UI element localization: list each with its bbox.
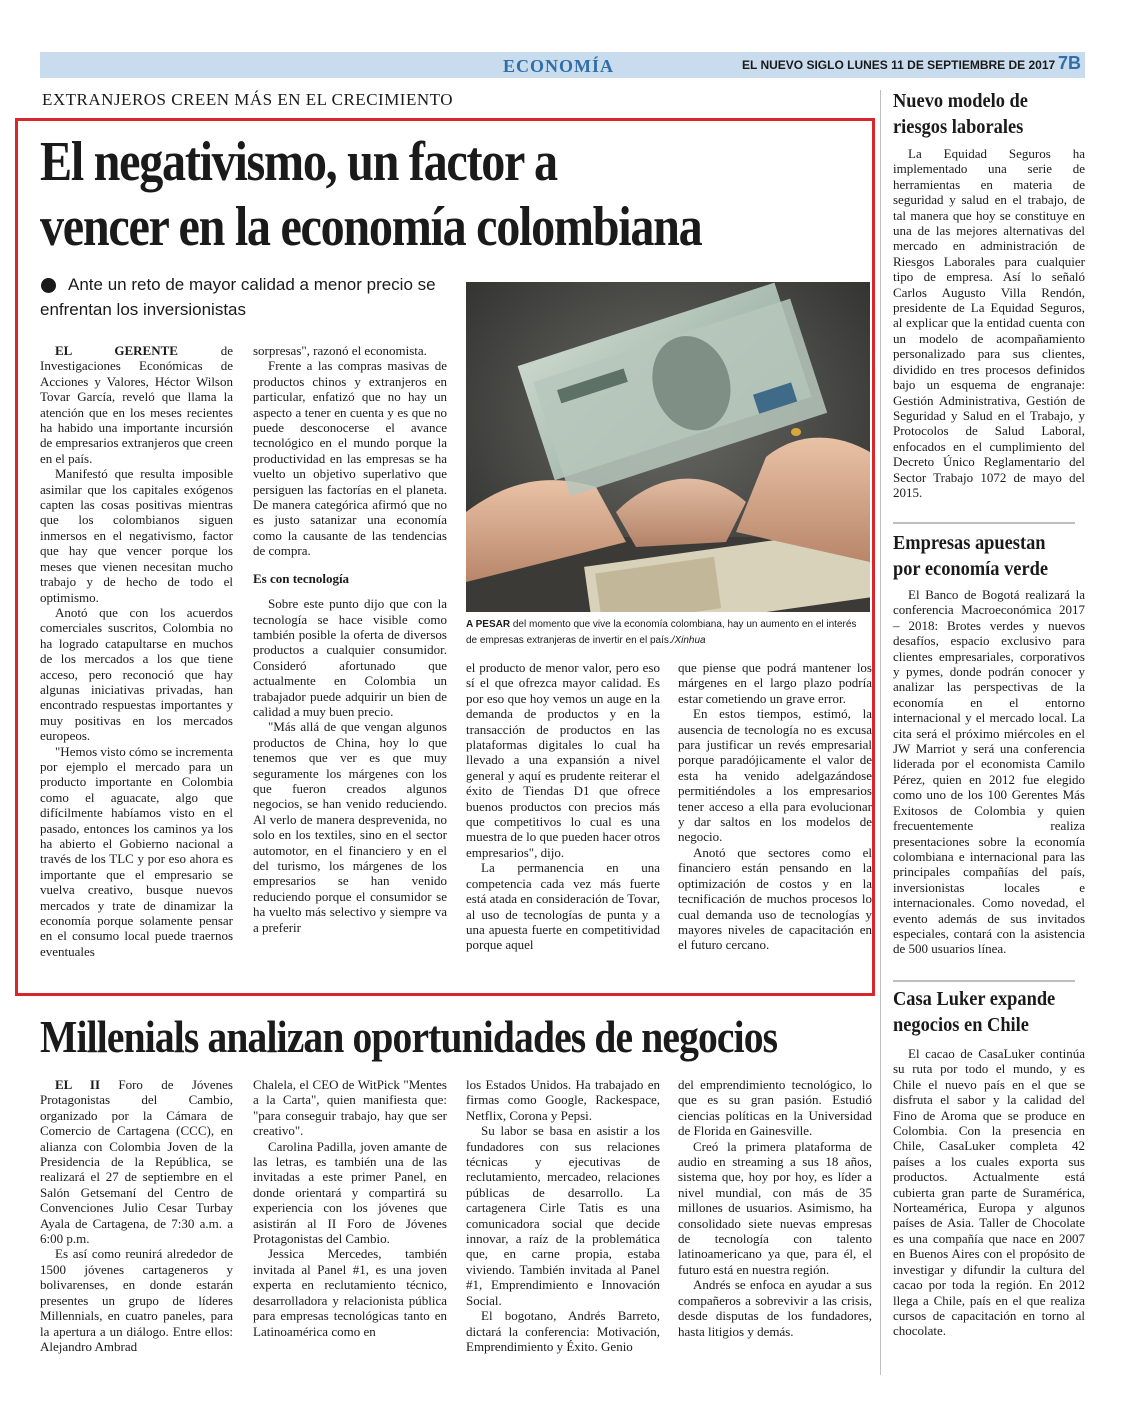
section-name: ECONOMÍA: [503, 56, 614, 76]
sidebar-title: Casa Luker expande negocios en Chile: [893, 988, 1056, 1036]
second-column-2: [253, 1077, 447, 1339]
second-column-1: [40, 1077, 233, 1354]
lead-word: EL II: [55, 1077, 101, 1092]
main-column-3: [466, 660, 660, 953]
paragraph: el producto de menor valor, pero eso sí el que ofrezca mayor calidad. Es por eso que hoy vemos un auge en la demanda de productos y en la transacción de productos en las plataformas digitales lo cual ha llevado a una expansión a nivel general y aquí es prudente reiterar el éxito de Tiendas D1 que ofrece buenos productos con precios más que competitivos lo cual es una muestra de lo que pueden hacer otros empresarios", dijo.: [466, 660, 660, 860]
main-headline: [40, 130, 754, 260]
caption-lead: A PESAR: [466, 619, 511, 630]
page-number: 7B: [1058, 53, 1082, 73]
paragraph: los Estados Unidos. Ha trabajado en firmas como Google, Rackespace, Netflix, Corona y Pepsi.: [466, 1077, 660, 1123]
sidebar-brief: [893, 1046, 1085, 1339]
issue-info: EL NUEVO SIGLO LUNES 11 DE SEPTIEMBRE DE 2017: [742, 58, 1056, 72]
hands-counting-dollars-image: [466, 282, 870, 612]
subhead: Es con tecnología: [253, 570, 350, 586]
paragraph: Frente a las compras masivas de productos chinos y extranjeros en particular, enfatizó que no hay un aspecto a tener en cuenta y es que no puede desconocerse el avance tecnológico en el mundo porque la productividad en las empresas se ha vuelto un objetivo superlativo que persiguen las factorías en el planeta. De manera categórica afirmó que no es justo satanizar una economía como la causante de las tendencias de compra.: [253, 358, 447, 559]
sidebar-title: Empresas apuestan por economía verde: [893, 532, 1049, 580]
photo-caption: [466, 617, 870, 649]
paragraph: El bogotano, Andrés Barreto, dictará la conferencia: Motivación, Emprendimiento y Éxito. Genio: [466, 1308, 660, 1354]
paragraph: La permanencia en una competencia cada vez más fuerte está atada en consideración de Tovar, al uso de tecnologías de punta y a una apuesta fuerte en competitividad porque aquel: [466, 860, 660, 953]
paragraph: En estos tiempos, estimó, la ausencia de tecnología no es excusa para justificar un revés empresarial porque paradójicamente el valor de esta ha venido adelgazándose permitiéndoles a los empresarios tener acceso a ella para evolucionar y dar saltos en los modelos de negocio.: [678, 706, 872, 845]
paragraph: Carolina Padilla, joven amante de las letras, es también una de las invitadas a este primer Panel, en donde orientará y compartirá su experiencia con los jóvenes que asistirán al II Foro de Jóvenes Protagonistas del Cambio.: [253, 1138, 447, 1247]
main-headline-line-2: vencer en la economía colombiana: [40, 196, 702, 258]
paragraph: Es así como reunirá alrededor de 1500 jóvenes cartageneros y bolivarenses, en donde estarán presentes un grupo de líderes Millennials, en cuatro paneles, para la apertura a un diálogo. Entre ellos: Alejandro Ambrad: [40, 1246, 233, 1354]
main-column-1: [40, 343, 233, 959]
paragraph: Sobre este punto dijo que con la tecnología se hace visible como también posible la oferta de diversos productos a cualquier consumidor. Consideró afortunado que actualmente en Colombia un trabajador puede adquirir un bien de calidad a muy buen precio.: [253, 596, 447, 719]
sidebar-title: Nuevo modelo de riesgos laborales: [893, 90, 1028, 138]
paragraph: sorpresas", razonó el economista.: [253, 343, 427, 358]
second-column-3: [466, 1077, 660, 1354]
sidebar-separator: [893, 980, 1075, 982]
sidebar-brief: [893, 146, 1085, 500]
sidebar-separator: [893, 522, 1075, 524]
paragraph: Chalela, el CEO de WitPick "Mentes a la Carta", quien manifiesta que: "para conseguir trabajo, hay que ser creativo".: [253, 1077, 447, 1139]
paragraph: "Más allá de que vengan algunos productos de China, hoy lo que tenemos que ver es que muy seguramente los márgenes con los que fueron creados algunos negocios, se han venido reduciendo. Al verlo de manera desprevenida, no solo en los textiles, sino en el sector automotor, en el financiero y en el del turismo, los márgenes de los empresarios se han venido reduciendo porque el consumidor se ha vuelto más selectivo y siempre va a preferir: [253, 719, 447, 935]
article-kicker: EXTRANJEROS CREEN MÁS EN EL CRECIMIENTO: [42, 90, 453, 109]
paragraph: Su labor se basa en asistir a los fundadores con sus relaciones técnicas y ejecutivas de reclutamiento, mercadeo, relaciones públicas de desarrollo. La cartagenera Cirle Tatis es una comunicadora social que decide innovar, a raíz de la problemática que, en carne propia, estaba viviendo. También invitada al Panel #1, Emprendimiento e Innovación Social.: [466, 1123, 660, 1308]
money-photo: [466, 282, 870, 612]
paragraph: La Equidad Seguros ha implementado una serie de herramientas en materia de seguridad y salud en el trabajo, de tal manera que hoy se constituye en una de las mejores alternativas del mercado en administración de Riesgos Laborales para cualquier tipo de empresa. Así lo señaló Carlos Augusto Villa Rendón, presidente de La Equidad Seguros, al explicar que la entidad cuenta con un modelo de acompañamiento personalizado para sus clientes, dividido en tres procesos definidos bajo un esquema de engranaje: Gestión Administrativa, Gestión de Seguridad y Salud en el Trabajo, y Protocolos de Salud Laboral, enfocados en el cumplimiento del Decreto Único Reglamentario del Sector Trabajo 1072 de mayo del 2015.: [893, 146, 1085, 500]
paragraph: Jessica Mercedes, también invitada al Panel #1, es una joven experta en reclutamiento técnico, desarrolladora y relacionista pública para empresas tecnológicas tanto en Latinoamérica como en: [253, 1246, 447, 1339]
paragraph: El cacao de CasaLuker continúa su ruta por todo el mundo, y es Chile el nuevo país en el que se disfruta el sabor y la calidad del Fino de Aroma que se produce en Colombia. Con la presencia en Chile, CasaLuker completa 42 países a los cuales exporta sus productos. Actualmente está cubierta gran parte de Suramérica, Norteamérica, Europa y algunos países de Asia. Taller de Chocolate es una compañía que nace en 2007 en Buenos Aires con el propósito de investigar y difundir la cultura del cacao por toda la región. En 2012 llega a Chile, país en el que realiza cursos de capacitación en torno al chocolate.: [893, 1046, 1085, 1339]
second-column-4: [678, 1077, 872, 1339]
paragraph: "Hemos visto cómo se incrementa por ejemplo el mercado para un producto importante en Colombia como el aguacate, algo que difícilmente habíamos visto en el pasado, entonces los caminos ya los ha abierto el Gobierno nacional a través de los TLC y por eso ahora es importante que el empresario se vuelva creativo, busque nuevos mercados y trate de dinamizar la economía porque solamente pensar en el consumo local puede traernos eventuales: [40, 743, 233, 959]
sidebar-divider: [880, 90, 881, 1375]
caption-text: del momento que vive la economía colombiana, hay un aumento en el interés de empresas extranjeras de invertir en el país.: [466, 619, 857, 646]
paragraph: El Banco de Bogotá realizará la conferencia Macroeconómica 2017 – 2018: Brotes verdes y nuevos desafíos, espacio exclusivo para clientes empresariales, corporativos y pymes, donde podrán conocer y analizar las perspectivas de la economía en el entorno internacional y el mercado local. La cita será el próximo miércoles en el JW Marriot y será una conferencia liderada por el economista Camilo Pérez, quien en 2012 fue elegido como uno de los 100 Gerentes Más Exitosos de Colombia y quien frecuentemente realiza presentaciones sobre la economía colombiana e internacional para las principales compañías del país, inversionistas locales e internacionales. Como novedad, el evento además de sus invitados especiales, contará con la asistencia de 500 usuarios línea.: [893, 587, 1085, 957]
sidebar-brief: [893, 587, 1085, 957]
paragraph: Andrés se enfoca en ayudar a sus compañeros a sobrevivir a las crisis, desde disputas de los fundadores, hasta litigios y demás.: [678, 1277, 872, 1339]
lead-word: EL GERENTE: [55, 343, 178, 358]
second-headline: Millenials analizan oportunidades de negocios: [40, 1011, 778, 1062]
paragraph: que piense que podrá mantener los márgenes en el largo plazo podría estar cometiendo un grave error.: [678, 660, 872, 706]
paragraph: del emprendimiento tecnológico, lo que es su gran pasión. Estudió ciencias políticas en la Universidad de Florida en Gainesville.: [678, 1077, 872, 1139]
paragraph: Creó la primera plataforma de audio en streaming a sus 18 años, sistema que, hoy por hoy, es líder a nivel mundial, con más de 35 millones de usuarios. Asimismo, ha consolidado siete nuevas empresas de tecnología con talento latinoamericano ya que, para él, el futuro está en nuestra región.: [678, 1138, 872, 1277]
paragraph: Anotó que sectores como el financiero están pensando en la optimización de costos y en la tecnificación de muchos procesos lo cual demanda uso de tecnologías y mayores niveles de capacitación en el futuro cercano.: [678, 844, 872, 953]
caption-credit: /Xinhua: [671, 635, 706, 646]
main-headline-line-1: El negativismo, un factor a: [40, 131, 557, 193]
paragraph: Manifestó que resulta imposible asimilar que los capitales exógenos capten las cosas positivas mientras que los colombianos siguen inmersos en el negativismo, factor que hay que vencer porque los meses que vienen necesitan mucho trabajo y de hecho de todo el optimismo.: [40, 466, 233, 605]
main-column-4: [678, 660, 872, 953]
main-column-2: [253, 343, 447, 935]
paragraph: Anotó que con los acuerdos comerciales suscritos, Colombia no ha logrado catapultarse en muchos de los mercados a los que tiene acceso, pero reconoció que hay algunas iniciativas privadas, han encontrado respuestas importantes y muy positivas en los mercados europeos.: [40, 604, 233, 744]
paragraph: de Investigaciones Económicas de Acciones y Valores, Héctor Wilson Tovar García, reveló que llama la atención que en los meses recientes ha habido una importante incursión de empresarios extranjeros que creen en el país.: [40, 343, 233, 466]
paragraph: Foro de Jóvenes Protagonistas del Cambio, organizado por la Cámara de Comercio de Cartagena (CCC), en alianza con Colombia Joven de la Presidencia de la República, se realizará el 27 de septiembre en el Salón Getsemaní del Centro de Convenciones Julio Cesar Turbay Ayala de Cartagena, de 7:30 a.m. a 6:00 p.m.: [40, 1077, 233, 1247]
article-dek: Ante un reto de mayor calidad a menor precio se enfrentan los inversionistas: [40, 275, 436, 319]
